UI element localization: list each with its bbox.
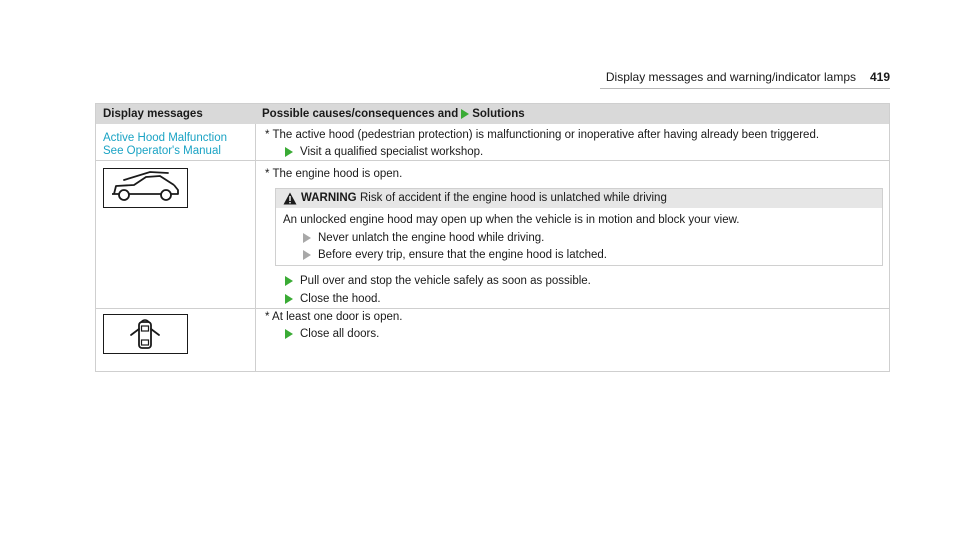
cause-active-hood: * The active hood (pedestrian protection) is malfunctioning or inoperative after having already been triggered. bbox=[265, 129, 820, 141]
solution-step: Close the hood. bbox=[285, 293, 381, 305]
warning-body: An unlocked engine hood may open up when the vehicle is in motion and block your view. bbox=[283, 214, 740, 226]
page-header-title: Display messages and warning/indicator lamps bbox=[605, 70, 856, 84]
cause-hood-open: * The engine hood is open. bbox=[265, 168, 403, 180]
solution-arrow-icon bbox=[285, 276, 293, 286]
solution-step: Visit a qualified specialist workshop. bbox=[285, 146, 483, 158]
column-header-causes bbox=[262, 108, 525, 120]
hood-open-icon bbox=[103, 168, 188, 208]
solution-arrow-icon bbox=[461, 109, 469, 119]
page-number: 419 bbox=[869, 70, 890, 84]
warning-triangle-icon bbox=[283, 192, 297, 208]
cause-door-open: * At least one door is open. bbox=[265, 311, 403, 323]
warning-step: Never unlatch the engine hood while driving. bbox=[303, 232, 544, 244]
solution-arrow-icon bbox=[285, 329, 293, 339]
table-header bbox=[96, 104, 889, 124]
step-arrow-icon bbox=[303, 233, 311, 243]
column-header-causes-label: Possible causes/consequences and bbox=[262, 108, 459, 120]
solution-step: Close all doors. bbox=[285, 328, 379, 340]
warning-header bbox=[276, 189, 882, 208]
solution-arrow-icon bbox=[285, 147, 293, 157]
warning-step: Before every trip, ensure that the engine hood is latched. bbox=[303, 249, 607, 261]
row-divider bbox=[96, 160, 889, 161]
header-divider bbox=[600, 88, 890, 89]
column-divider bbox=[255, 124, 256, 372]
row-divider bbox=[96, 308, 889, 309]
warning-label: WARNING bbox=[301, 192, 357, 204]
door-open-icon bbox=[103, 314, 188, 354]
step-arrow-icon bbox=[303, 250, 311, 260]
solution-arrow-icon bbox=[285, 294, 293, 304]
message-active-hood-line2: See Operator's Manual bbox=[103, 145, 221, 157]
page-header bbox=[605, 70, 890, 86]
column-header-solutions-label: Solutions bbox=[472, 108, 525, 120]
message-active-hood-line1: Active Hood Malfunction bbox=[103, 132, 228, 144]
column-header-display-messages: Display messages bbox=[103, 108, 203, 120]
warning-box bbox=[275, 188, 883, 266]
display-messages-table bbox=[95, 103, 890, 372]
solution-step: Pull over and stop the vehicle safely as soon as possible. bbox=[285, 275, 591, 287]
warning-heading: Risk of accident if the engine hood is unlatched while driving bbox=[360, 192, 667, 204]
